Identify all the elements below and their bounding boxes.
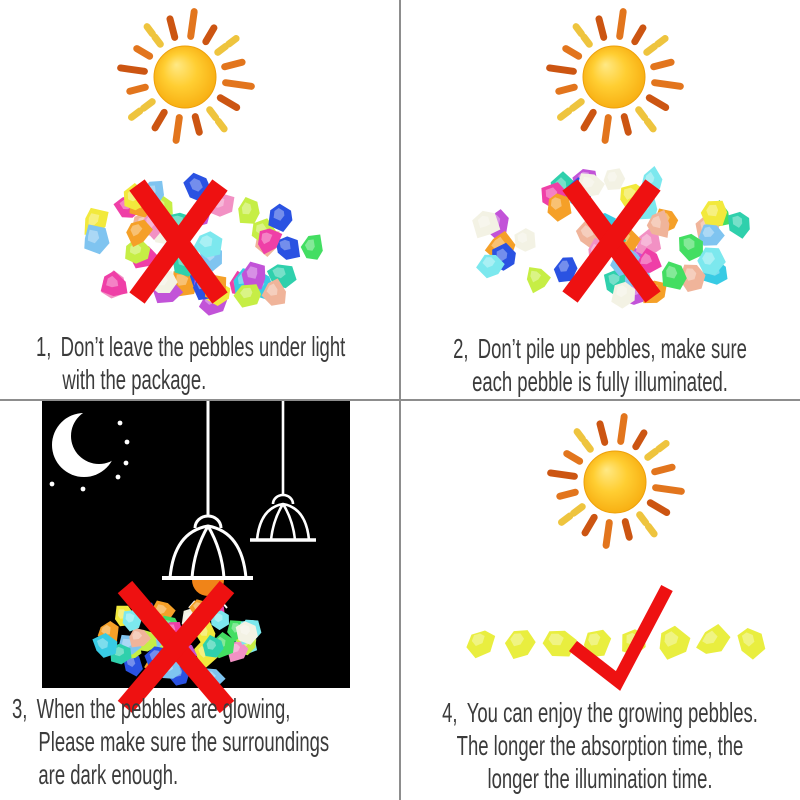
step-number: 4, xyxy=(442,697,458,728)
step-number: 3, xyxy=(12,693,28,724)
caption-line: each pebble is fully illuminated. xyxy=(472,366,728,397)
caption-text: You can enjoy the growing pebbles. xyxy=(466,697,758,728)
caption-line: Please make sure the surroundings xyxy=(38,726,330,757)
pebble-row-checked xyxy=(400,570,800,700)
pebble-pile-crossed xyxy=(55,158,345,318)
star-dot-icon xyxy=(124,461,129,466)
panel-4 xyxy=(400,400,800,800)
caption-4 xyxy=(415,696,785,795)
caption-1 xyxy=(36,330,406,396)
divider-horizontal xyxy=(0,399,800,401)
sun-icon xyxy=(535,402,695,562)
caption-text: Don’t pile up pebbles, make sure xyxy=(477,333,747,364)
star-dot-icon xyxy=(125,440,130,445)
night-scene xyxy=(0,400,400,712)
pebble-row-icon xyxy=(466,624,765,660)
panel-1 xyxy=(0,0,400,400)
caption-line: longer the illumination time. xyxy=(487,763,713,794)
caption-line xyxy=(36,330,406,363)
panel-2 xyxy=(400,0,800,400)
sun-icon xyxy=(105,0,265,157)
star-dot-icon xyxy=(81,487,86,492)
star-dot-icon xyxy=(50,482,55,487)
sun-core xyxy=(584,451,646,513)
sun-core xyxy=(154,46,216,108)
caption-text: When the pebbles are glowing, xyxy=(36,693,291,724)
caption-line: with the package. xyxy=(62,364,207,395)
caption-line xyxy=(415,332,785,365)
star-dot-icon xyxy=(116,475,121,480)
checkmark-icon xyxy=(573,588,667,681)
caption-2 xyxy=(415,332,785,398)
sun-icon xyxy=(534,0,694,157)
step-number: 1, xyxy=(36,331,52,362)
caption-text: Don’t leave the pebbles under light xyxy=(60,331,346,362)
caption-line xyxy=(12,692,382,725)
panel-3 xyxy=(0,400,400,800)
star-dot-icon xyxy=(118,421,123,426)
caption-3 xyxy=(12,692,382,791)
caption-line: are dark enough. xyxy=(38,759,179,790)
sun-core xyxy=(583,46,645,108)
step-number: 2, xyxy=(453,333,469,364)
caption-line xyxy=(415,696,785,729)
caption-line: The longer the absorption time, the xyxy=(456,730,744,761)
pebble-pile-crossed xyxy=(445,153,765,318)
